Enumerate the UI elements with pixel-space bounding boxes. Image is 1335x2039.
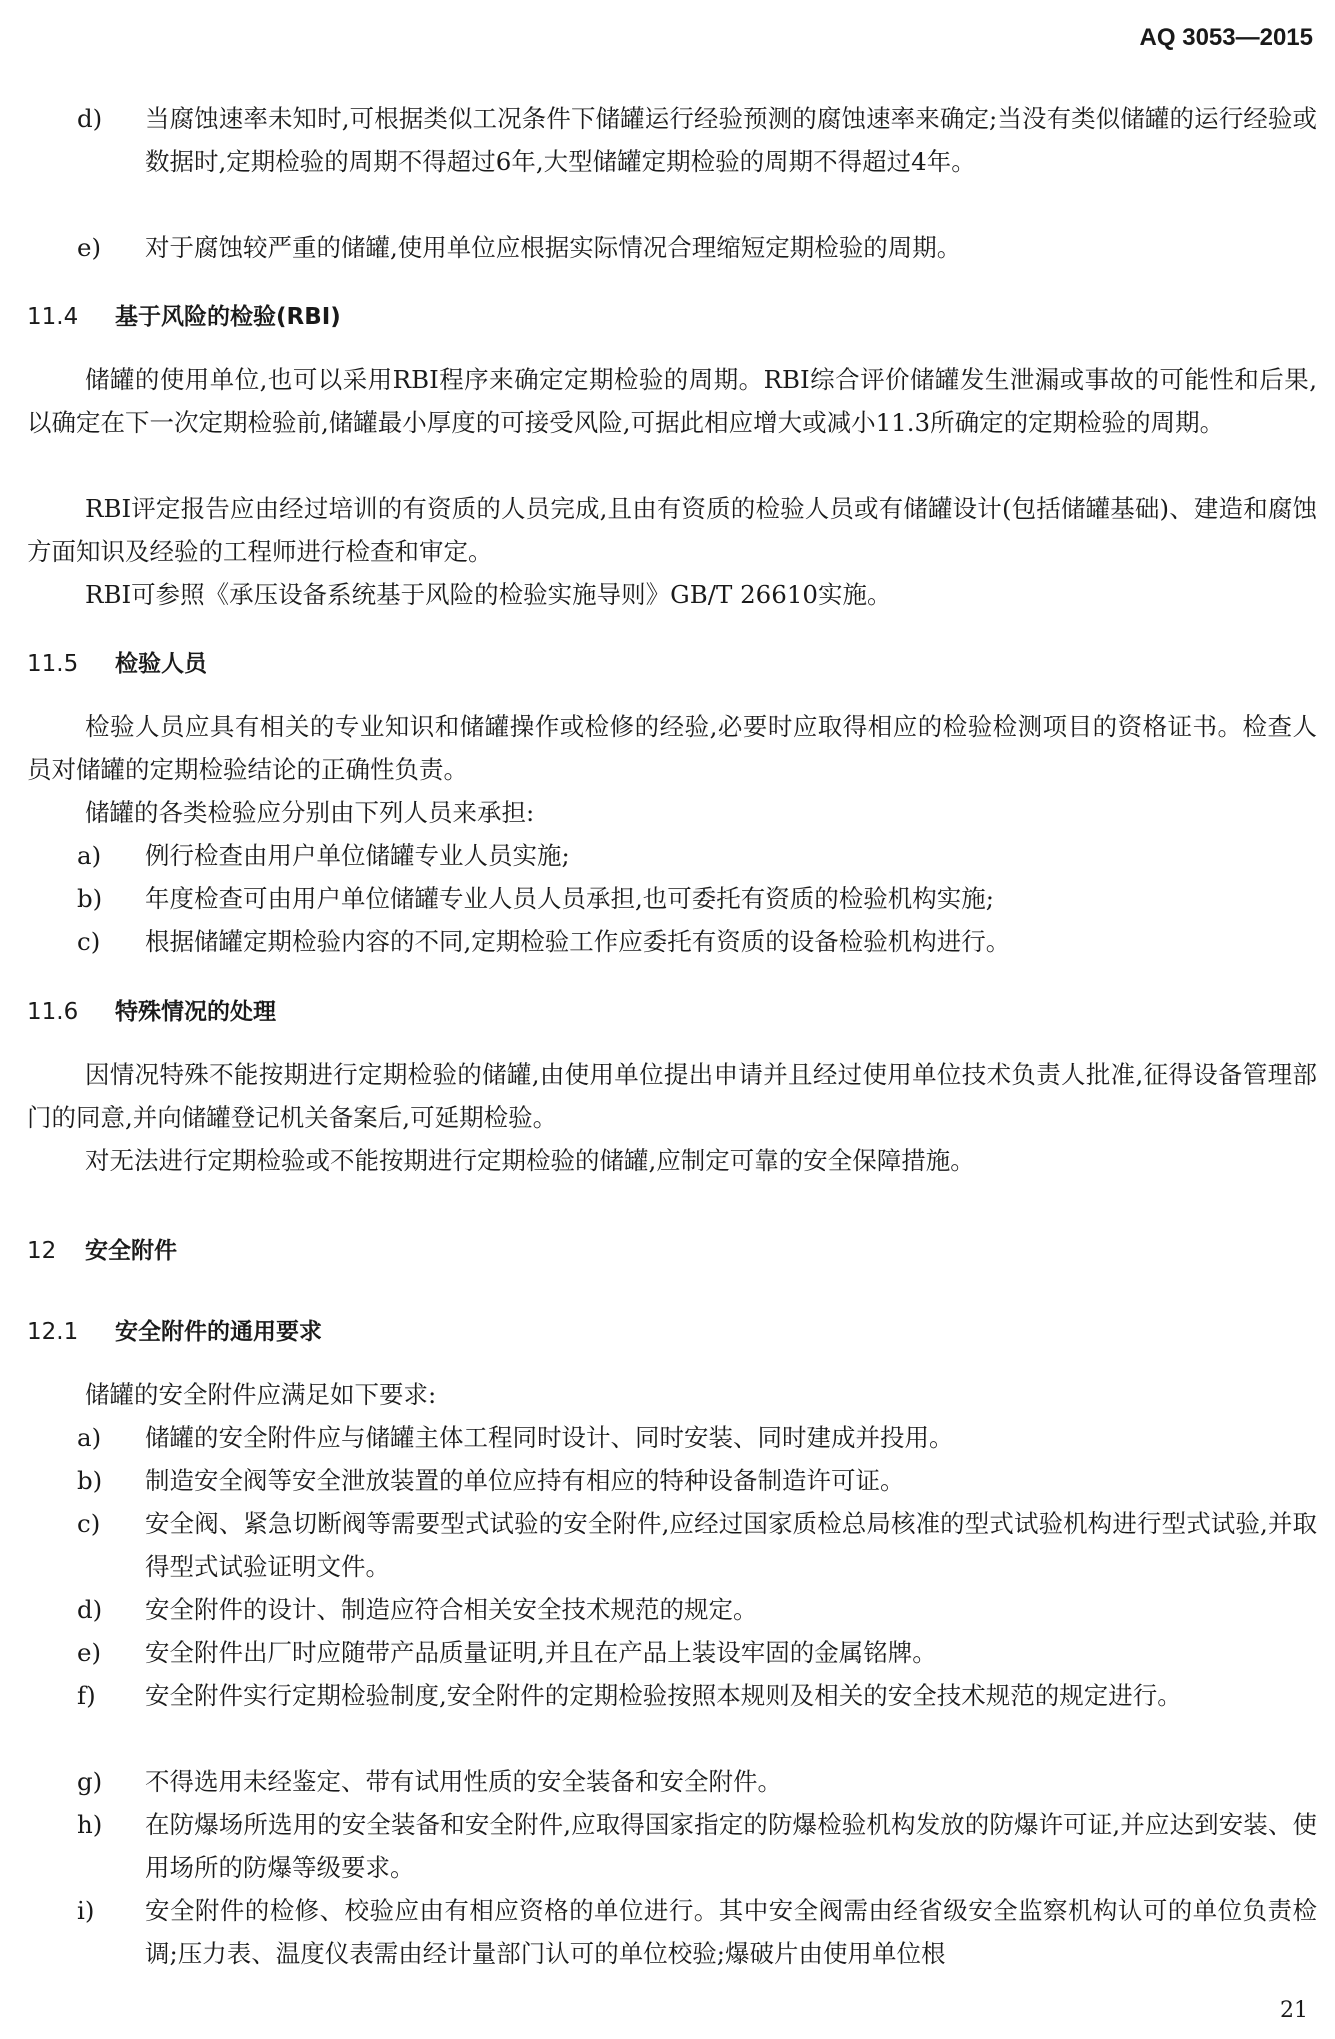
list-item-text: 对于腐蚀较严重的储罐,使用单位应根据实际情况合理缩短定期检验的周期。	[145, 233, 962, 262]
section-number: 12.1	[27, 1319, 79, 1345]
paragraph: 储罐的安全附件应满足如下要求:	[85, 1380, 437, 1409]
list-item-g	[77, 1760, 1317, 1803]
list-item-text: 储罐的安全附件应与储罐主体工程同时设计、同时安装、同时建成并投用。	[145, 1423, 954, 1452]
list-item-label: b)	[77, 884, 103, 913]
list-item-label: g)	[77, 1767, 103, 1796]
section-number: 11.6	[27, 999, 79, 1025]
list-item-d	[77, 97, 1317, 183]
paragraph: 储罐的各类检验应分别由下列人员来承担:	[85, 798, 535, 827]
paragraph: RBI可参照《承压设备系统基于风险的检验实施导则》GB/T 26610实施。	[85, 580, 892, 609]
paragraph: 对无法进行定期检验或不能按期进行定期检验的储罐,应制定可靠的安全保障措施。	[85, 1146, 975, 1175]
list-item-d	[77, 1588, 1317, 1631]
list-item-label: i)	[77, 1896, 95, 1925]
list-item-text: 根据储罐定期检验内容的不同,定期检验工作应委托有资质的设备检验机构进行。	[145, 927, 1011, 956]
section-title: 安全附件的通用要求	[115, 1319, 322, 1345]
paragraph: 检验人员应具有相关的专业知识和储罐操作或检修的经验,必要时应取得相应的检验检测项目的资格证书。检查人员对储罐的定期检验结论的正确性负责。	[27, 712, 1317, 784]
list-item-text: 不得选用未经鉴定、带有试用性质的安全装备和安全附件。	[145, 1767, 782, 1796]
list-item-label: d)	[77, 1595, 103, 1624]
list-item-a	[77, 1416, 1317, 1459]
list-item-h	[77, 1803, 1317, 1889]
section-number: 11.5	[27, 651, 79, 677]
section-heading-11-6	[27, 996, 276, 1028]
list-item-b	[77, 877, 1317, 920]
list-item-text: 安全附件的检修、校验应由有相应资格的单位进行。其中安全阀需由经省级安全监察机构认可的单位负责检调;压力表、温度仪表需由经计量部门认可的单位校验;爆破片由使用单位根	[145, 1896, 1317, 1968]
paragraph: 因情况特殊不能按期进行定期检验的储罐,由使用单位提出申请并且经过使用单位技术负责人批准,征得设备管理部门的同意,并向储罐登记机关备案后,可延期检验。	[27, 1060, 1317, 1132]
list-item-label: d)	[77, 104, 103, 133]
list-item-e	[77, 1631, 1317, 1674]
section-title: 安全附件	[85, 1238, 177, 1264]
section-heading-12-1	[27, 1316, 322, 1348]
paragraph: RBI评定报告应由经过培训的有资质的人员完成,且由有资质的检验人员或有储罐设计(包括储罐基础)、建造和腐蚀方面知识及经验的工程师进行检查和审定。	[27, 494, 1317, 566]
list-item-text: 年度检查可由用户单位储罐专业人员人员承担,也可委托有资质的检验机构实施;	[145, 884, 995, 913]
list-item-label: h)	[77, 1810, 103, 1839]
section-title: 检验人员	[115, 651, 207, 677]
list-item-f	[77, 1674, 1317, 1717]
section-number: 11.4	[27, 304, 79, 330]
list-item-label: c)	[77, 927, 101, 956]
list-item-text: 安全附件实行定期检验制度,安全附件的定期检验按照本规则及相关的安全技术规范的规定进行。	[145, 1681, 1182, 1710]
list-item-label: e)	[77, 233, 102, 262]
list-item-label: a)	[77, 841, 102, 870]
list-item-text: 安全附件的设计、制造应符合相关安全技术规范的规定。	[145, 1595, 758, 1624]
list-item-label: b)	[77, 1466, 103, 1495]
list-item-text: 安全附件出厂时应随带产品质量证明,并且在产品上装设牢固的金属铭牌。	[145, 1638, 937, 1667]
list-item-text: 安全阀、紧急切断阀等需要型式试验的安全附件,应经过国家质检总局核准的型式试验机构进行型式试验,并取得型式试验证明文件。	[145, 1509, 1317, 1581]
list-item-label: a)	[77, 1423, 102, 1452]
list-item-c	[77, 1502, 1317, 1588]
section-heading-11-4	[27, 301, 341, 333]
section-title: 特殊情况的处理	[115, 999, 276, 1025]
list-item-text: 制造安全阀等安全泄放装置的单位应持有相应的特种设备制造许可证。	[145, 1466, 905, 1495]
list-item-b	[77, 1459, 1317, 1502]
standard-code: AQ 3053—2015	[1139, 24, 1313, 51]
list-item-c	[77, 920, 1317, 963]
list-item-label: e)	[77, 1638, 102, 1667]
list-item-text: 在防爆场所选用的安全装备和安全附件,应取得国家指定的防爆检验机构发放的防爆许可证,并应达到安装、使用场所的防爆等级要求。	[145, 1810, 1317, 1882]
list-item-label: c)	[77, 1509, 101, 1538]
section-title: 基于风险的检验(RBI)	[115, 304, 341, 330]
list-item-e	[77, 226, 1317, 269]
list-item-text: 当腐蚀速率未知时,可根据类似工况条件下储罐运行经验预测的腐蚀速率来确定;当没有类似储罐的运行经验或数据时,定期检验的周期不得超过6年,大型储罐定期检验的周期不得超过4年。	[145, 104, 1317, 176]
page-number: 21	[1280, 1998, 1308, 2023]
section-number: 12	[27, 1238, 57, 1264]
list-item-i	[77, 1889, 1317, 1975]
list-item-a	[77, 834, 1317, 877]
section-heading-11-5	[27, 648, 207, 680]
list-item-label: f)	[77, 1681, 96, 1710]
section-heading-12	[27, 1235, 177, 1267]
list-item-text: 例行检查由用户单位储罐专业人员实施;	[145, 841, 570, 870]
paragraph: 储罐的使用单位,也可以采用RBI程序来确定定期检验的周期。RBI综合评价储罐发生泄漏或事故的可能性和后果,以确定在下一次定期检验前,储罐最小厚度的可接受风险,可据此相应增大或减小11.3所确定的定期检验的周期。	[27, 365, 1317, 437]
